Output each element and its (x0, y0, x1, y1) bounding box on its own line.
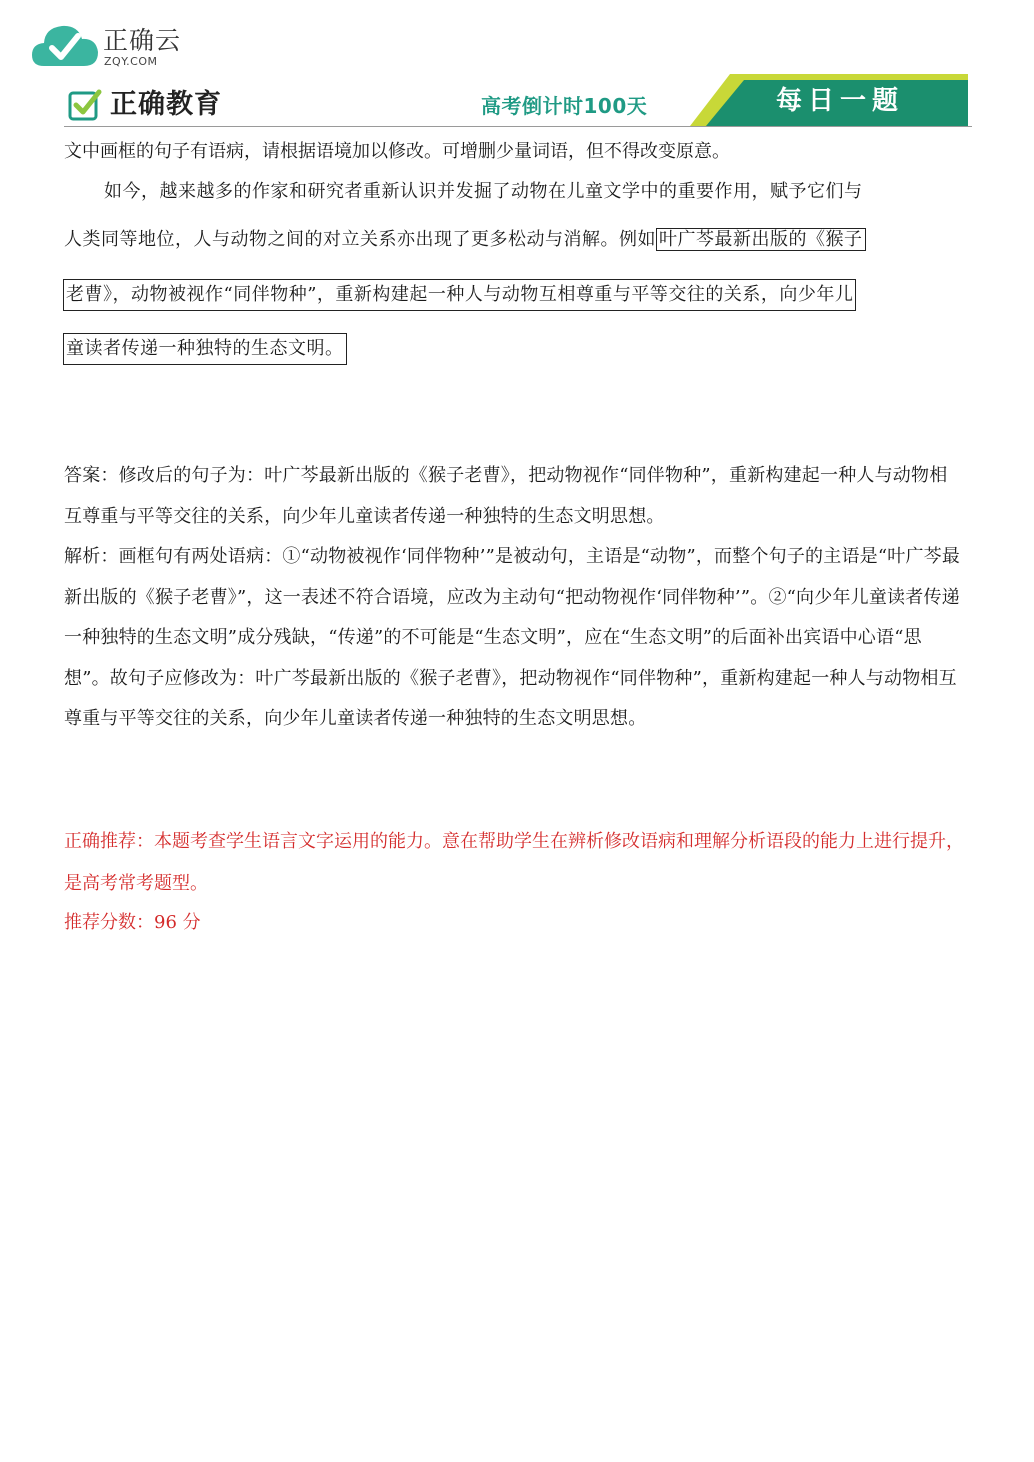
analysis-text: 解析：画框句有两处语病：①“动物被视作‘同伴物种’”是被动句，主语是“动物”，而整个句子的主语是“叶广芩最新出版的《猴子老曹》”，这一表述不符合语境，应改为主动句“把动物视作‘同伴物种’”。②“向少年儿童读者传递一种独特的生态文明”成分残缺，“传递”的不可能是“生态文明”，应在“生态文明”的后面补出宾语中心语“思想”。故句子应修改为：叶广芩最新出版的《猴子老曹》，把动物视作“同伴物种”，重新构建起一种人与动物相互尊重与平等交往的关系，向少年儿童读者传递一种独特的生态文明思想。 (64, 546, 961, 729)
brand-url: ZQY.COM (104, 55, 158, 68)
passage-line-1: 如今，越来越多的作家和研究者重新认识并发掘了动物在儿童文学中的重要作用，赋予它们与 (104, 181, 863, 202)
cloud-check-logo-icon (30, 20, 100, 72)
boxed-sentence-part-3: 童读者传递一种独特的生态文明。 (63, 333, 347, 365)
daily-question-title: 每日一题 (776, 86, 905, 116)
question-instruction: 文中画框的句子有语病，请根据语境加以修改。可增删少量词语，但不得改变原意。 (64, 141, 730, 162)
recommended-score: 推荐分数：96 分 (64, 912, 201, 933)
passage-line-2 (64, 225, 866, 255)
boxed-sentence-part-2: 老曹》，动物被视作“同伴物种”，重新构建起一种人与动物互相尊重与平等交往的关系，向少年儿 (63, 279, 856, 311)
answer-section (64, 456, 964, 740)
header-divider (64, 126, 972, 127)
passage-text: 人类同等地位，人与动物之间的对立关系亦出现了更多松动与消解。例如 (64, 229, 656, 250)
checkbox-logo-icon (68, 88, 102, 122)
brand-name: 正确云 (103, 26, 182, 55)
recommendation-text: 正确推荐：本题考查学生语言文字运用的能力。意在帮助学生在辨析修改语病和理解分析语段的能力上进行提升，是高考常考题型。 (64, 831, 964, 894)
exam-countdown: 高考倒计时100天 (481, 94, 648, 118)
education-brand-name: 正确教育 (110, 89, 222, 120)
boxed-sentence-part-1: 叶广芩最新出版的《猴子 (656, 228, 866, 251)
answer-text: 答案：修改后的句子为：叶广芩最新出版的《猴子老曹》，把动物视作“同伴物种”，重新构建起一种人与动物相互尊重与平等交往的关系，向少年儿童读者传递一种独特的生态文明思想。 (64, 465, 948, 527)
